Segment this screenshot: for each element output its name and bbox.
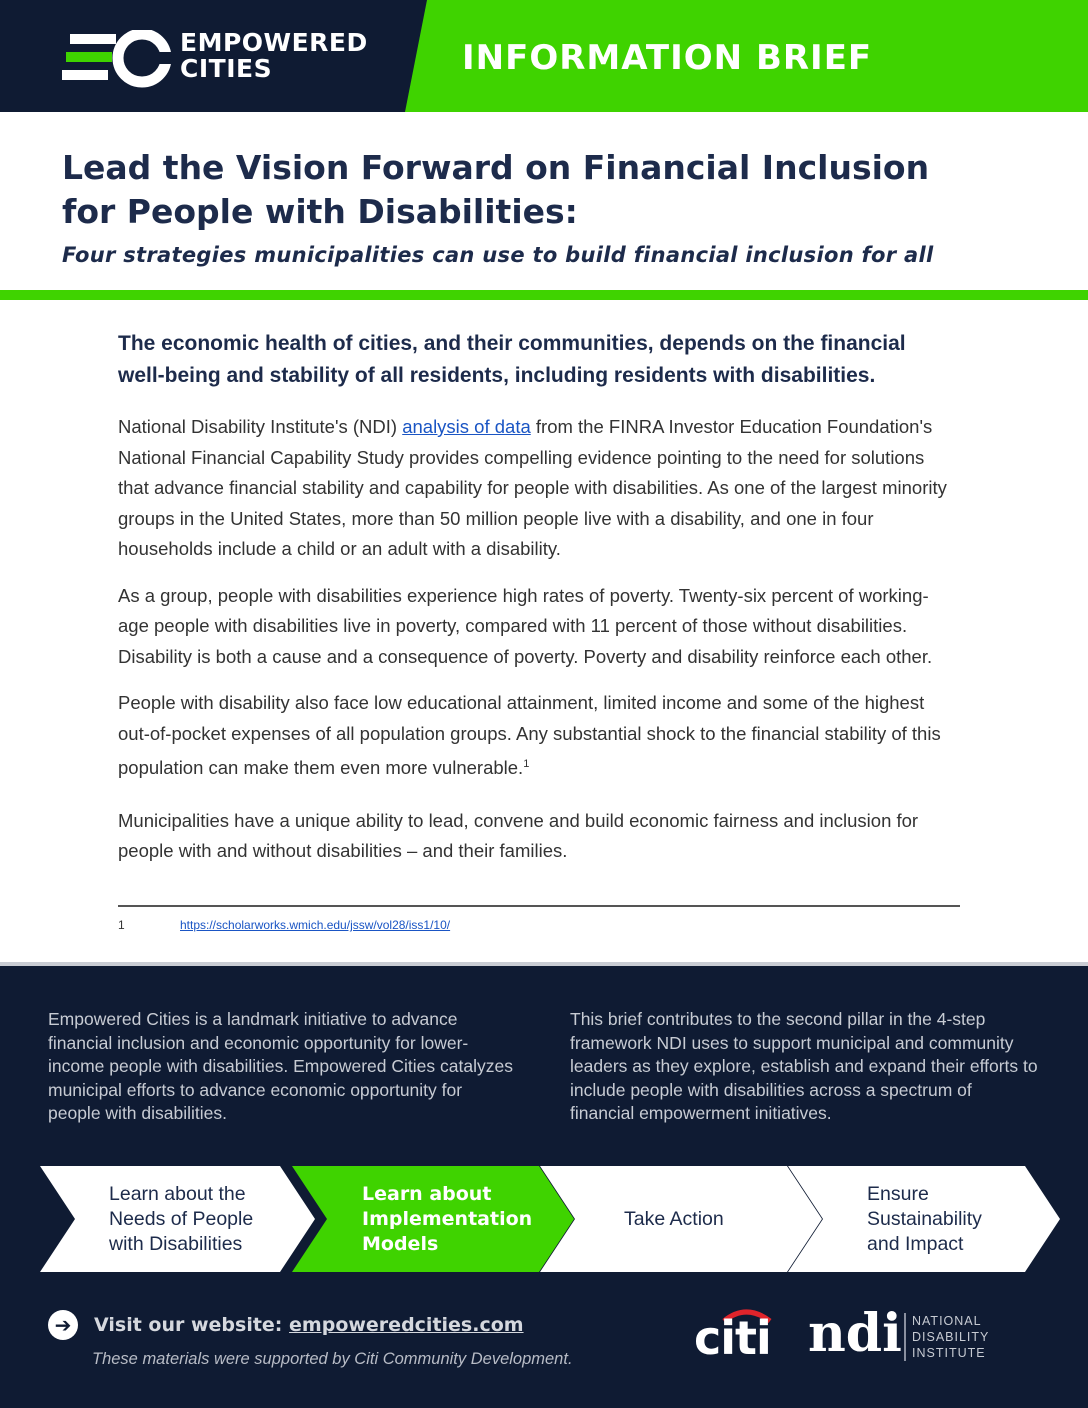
step-ensure-sustainability: [788, 1166, 1060, 1272]
paragraph-4: Municipalities have a unique ability to lead, convene and build economic fairness and inclusion for people with and without disabilities – and their families.: [118, 809, 919, 862]
information-brief-label: INFORMATION BRIEF: [462, 38, 873, 78]
website-link[interactable]: empoweredcities.com: [289, 1314, 524, 1336]
ndi-logo: [808, 1305, 1008, 1365]
step-2-line-3: Models: [362, 1232, 439, 1255]
page-title: [62, 146, 1042, 234]
ndi-name-line-2: DISABILITY: [912, 1330, 990, 1344]
step-2-label: [362, 1182, 532, 1257]
step-1-line-3: with Disabilities: [109, 1232, 243, 1255]
ndi-logo-name: [912, 1313, 989, 1361]
step-4-label: [867, 1182, 982, 1257]
citi-logo-text: citi: [694, 1311, 771, 1365]
visit-label: Visit our website:: [94, 1314, 283, 1336]
step-1-label: [109, 1182, 253, 1257]
green-divider: [0, 290, 1088, 300]
footer-top-line: [0, 962, 1088, 966]
step-3-line-1: Take Action: [624, 1207, 724, 1230]
article-body: [118, 328, 958, 883]
logo-line2: CITIES: [180, 54, 273, 83]
step-take-action: [540, 1166, 822, 1272]
step-4-line-3: and Impact: [867, 1232, 964, 1255]
empowered-cities-logo-icon: [62, 30, 172, 88]
step-3-label: [624, 1207, 724, 1232]
title-line2: for People with Disabilities:: [62, 192, 578, 231]
ndi-name-line-3: INSTITUTE: [912, 1346, 986, 1360]
footnote-link[interactable]: https://scholarworks.wmich.edu/jssw/vol28/iss1/10/: [180, 918, 451, 932]
visit-website: [48, 1310, 524, 1340]
title-line1: Lead the Vision Forward on Financial Inclusion: [62, 148, 930, 187]
step-2-line-2: Implementation: [362, 1207, 533, 1230]
arrow-right-circle-icon: ➔: [48, 1310, 78, 1340]
paragraph-1: [118, 412, 958, 565]
page-subtitle: Four strategies municipalities can use to build financial inclusion for all: [62, 243, 934, 267]
footnote-ref: 1: [523, 758, 530, 770]
analysis-of-data-link[interactable]: analysis of data: [402, 416, 531, 437]
step-1-line-2: Needs of People: [109, 1207, 254, 1230]
step-2-line-1: Learn about: [362, 1182, 492, 1205]
footer-about-text: Empowered Cities is a landmark initiative to advance financial inclusion and economic opportunity for lower-income people with disabilities. Empowered Cities catalyzes municipal efforts to advance economic opportunity for people with disabilities.: [48, 1009, 513, 1123]
p3-text: People with disability also face low educational attainment, limited income and some of the highest out-of-pocket expenses of all population groups. Any substantial shock to the financial stability of this population can make them even more vulnerable.: [118, 692, 941, 779]
step-1-line-1: Learn about the: [109, 1182, 246, 1205]
lead-paragraph: The economic health of cities, and their communities, depends on the financial well-being and stability of all residents, including residents with disabilities.: [118, 332, 906, 387]
step-4-line-2: Sustainability: [867, 1207, 982, 1230]
p1-text-before: National Disability Institute's (NDI): [118, 416, 403, 437]
footer-pillar-text: This brief contributes to the second pillar in the 4-step framework NDI uses to support municipal and community leaders as they explore, establish and expand their efforts to include people with disabilities across a spectrum of financial empowerment initiatives.: [570, 1009, 1038, 1123]
ndi-logo-divider: [904, 1313, 906, 1361]
citi-logo: [694, 1305, 784, 1363]
footnote: [118, 918, 450, 932]
logo-line1: EMPOWERED: [180, 28, 368, 57]
step-4-line-1: Ensure: [867, 1182, 929, 1205]
visit-text: [94, 1314, 524, 1336]
paragraph-2: As a group, people with disabilities experience high rates of poverty. Twenty-six percent of working-age people with disabilities live in poverty, compared with 11 percent of those without disabilities. Disability is both a cause and a consequence of poverty. Poverty and disability reinforce each other.: [118, 584, 933, 667]
framework-steps: [40, 1166, 1060, 1272]
ndi-name-line-1: NATIONAL: [912, 1314, 982, 1328]
ndi-logo-mark: ndi: [808, 1303, 902, 1364]
p1-text-after: from the FINRA Investor Education Foundation's National Financial Capability Study provides compelling evidence pointing to the need for solutions that advance financial stability and capability for people with disabilities. As one of the largest minority groups in the United States, more than 50 million people live with a disability, and one in four households include a child or an adult with a disability.: [118, 416, 947, 559]
footnote-number: 1: [118, 918, 125, 932]
footnote-divider: [118, 905, 960, 907]
paragraph-3: [118, 688, 958, 784]
empowered-cities-logo: [62, 30, 382, 90]
support-credit: These materials were supported by Citi Community Development.: [92, 1350, 573, 1368]
step-learn-needs: [40, 1166, 315, 1272]
step-learn-implementation: [292, 1166, 574, 1272]
